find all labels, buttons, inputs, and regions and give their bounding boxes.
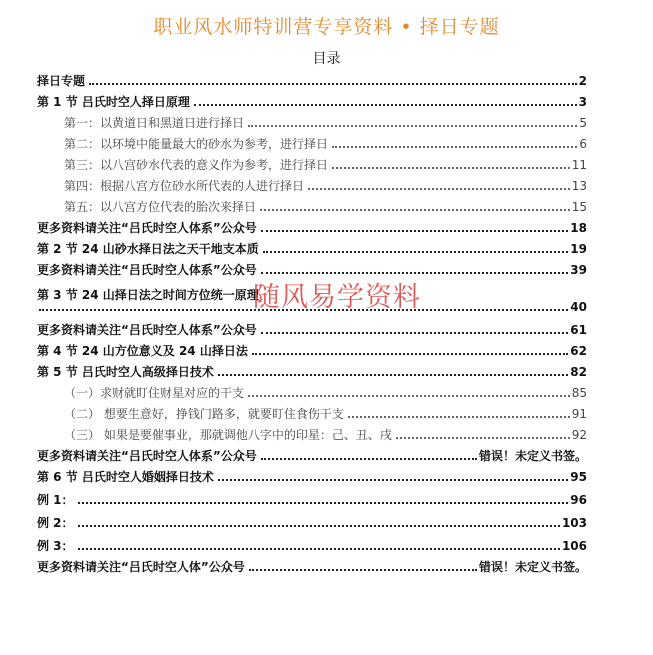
toc-leader-dots <box>249 569 477 571</box>
toc-entry-label: 例 1： <box>37 493 74 507</box>
toc-entry[interactable] <box>64 403 587 421</box>
toc-entry-label: 更多资料请关注“吕氏时空人体系”公众号 <box>37 323 257 337</box>
toc-entry-label: 第 1 节 吕氏时空人择日原理 <box>37 95 190 109</box>
toc-entry-label: 第二：以环境中能量最大的砂水为参考，进行择日 <box>64 137 329 151</box>
toc-leader-dots <box>78 548 560 550</box>
toc-leader-dots <box>78 525 560 527</box>
toc-entry[interactable] <box>64 196 587 214</box>
toc-entry[interactable] <box>37 238 587 256</box>
toc-entry[interactable] <box>37 512 587 530</box>
toc-leader-dots <box>248 125 577 127</box>
toc-entry-page: 85 <box>571 386 587 400</box>
toc-entry[interactable] <box>37 91 587 109</box>
toc-entry[interactable] <box>37 489 587 507</box>
toc-entry-page: 5 <box>579 116 587 130</box>
toc-entry-label: 更多资料请关注“吕氏时空人体系”公众号 <box>37 449 257 463</box>
toc-title: 目录 <box>312 51 341 67</box>
toc-leader-dots <box>261 230 569 232</box>
toc-entry[interactable] <box>37 535 587 553</box>
toc-leader-dots <box>261 458 477 460</box>
toc-entry-label: （一）求财就盯住财星对应的干支 <box>64 386 245 400</box>
toc-leader-dots <box>332 146 577 148</box>
toc-leader-dots <box>252 353 568 355</box>
toc-entry[interactable] <box>64 154 587 172</box>
toc-entry[interactable] <box>64 112 587 130</box>
toc-leader-dots <box>89 83 577 85</box>
toc-entry-label: 第一：以黄道日和黑道日进行择日 <box>64 116 245 130</box>
watermark-text: 随风易学资料 <box>253 282 421 313</box>
toc-entry[interactable] <box>37 319 587 337</box>
toc-leader-dots <box>261 332 569 334</box>
toc-entry-page: 91 <box>571 407 587 421</box>
toc-leader-dots <box>263 251 569 253</box>
toc-entry-page: 103 <box>561 516 587 530</box>
toc-leader-dots <box>348 416 570 418</box>
toc-leader-dots <box>260 209 570 211</box>
toc-entry-page: 13 <box>571 179 587 193</box>
toc-entry[interactable] <box>37 340 587 358</box>
toc-leader-dots <box>248 395 570 397</box>
document-header: 职业风水师特训营专享资料 • 择日专题 <box>153 16 500 38</box>
toc-entry[interactable] <box>64 133 587 151</box>
toc-entry-label: 更多资料请关注“吕氏时空人体系”公众号 <box>37 263 257 277</box>
toc-entry-label: 第 5 节 吕氏时空人高级择日技术 <box>37 365 214 379</box>
toc-entry-label: 第 6 节 吕氏时空人婚姻择日技术 <box>37 470 214 484</box>
toc-entry-label: 第 3 节 24 山择日法之时间方位统一原理 <box>37 288 259 302</box>
toc-entry-label: 第三：以八宫砂水代表的意义作为参考，进行择日 <box>64 158 329 172</box>
toc-leader-dots <box>194 104 577 106</box>
toc-entry-page: 39 <box>570 263 587 277</box>
toc-entry-page: 106 <box>561 539 587 553</box>
toc-entry-label: 例 2： <box>37 516 74 530</box>
toc-entry[interactable] <box>64 382 587 400</box>
toc-entry[interactable] <box>37 466 587 484</box>
toc-entry-page: 错误！未定义书签。 <box>478 560 587 574</box>
toc-entry-label: 例 3： <box>37 539 74 553</box>
toc-entry-page: 40 <box>570 300 587 314</box>
toc-entry[interactable] <box>37 217 587 235</box>
toc-entry-page: 61 <box>570 323 587 337</box>
toc-entry-page: 95 <box>570 470 587 484</box>
toc-entry[interactable] <box>37 361 587 379</box>
toc-entry-page: 82 <box>570 365 587 379</box>
toc-leader-dots <box>218 479 568 481</box>
toc-entry-page: 3 <box>578 95 587 109</box>
toc-entry-label: （二） 想要生意好，挣钱门路多，就要盯住食伤干支 <box>64 407 344 421</box>
toc-leader-dots <box>218 374 568 376</box>
toc-leader-dots <box>396 437 570 439</box>
toc-entry-label: 第 2 节 24 山砂水择日法之天干地支本质 <box>37 242 259 256</box>
toc-entry-page: 19 <box>570 242 587 256</box>
toc-entry-page: 96 <box>570 493 587 507</box>
toc-entry-label: 更多资料请关注“吕氏时空人体系”公众号 <box>37 221 257 235</box>
toc-entry-page: 2 <box>578 74 587 88</box>
toc-entry-label: 更多资料请关注“吕氏时空人体”公众号 <box>37 560 245 574</box>
toc-entry-page: 18 <box>570 221 587 235</box>
toc-entry[interactable] <box>37 556 587 574</box>
toc-entry-page: 6 <box>579 137 587 151</box>
toc-entry-label: 第 4 节 24 山方位意义及 24 山择日法 <box>37 344 248 358</box>
toc-entry-label: 择日专题 <box>37 74 86 88</box>
toc-leader-dots <box>308 188 570 190</box>
toc-entry-page: 15 <box>571 200 587 214</box>
toc-entry-page: 11 <box>571 158 587 172</box>
toc-leader-dots <box>78 502 569 504</box>
toc-entry-page: 92 <box>571 428 587 442</box>
toc-entry-page: 62 <box>570 344 587 358</box>
toc-entry[interactable] <box>37 70 587 88</box>
toc-entry-page: 错误！未定义书签。 <box>478 449 587 463</box>
toc-entry[interactable] <box>64 424 587 442</box>
toc-leader-dots <box>332 167 570 169</box>
toc-entry-label: 第四：根据八宫方位砂水所代表的人进行择日 <box>64 179 305 193</box>
toc-entry-label: 第五：以八宫方位代表的胎次来择日 <box>64 200 257 214</box>
toc-entry-label: （三） 如果是要催事业，那就调他八字中的印星：己、丑、戌 <box>64 428 392 442</box>
toc-leader-dots <box>261 272 569 274</box>
toc-entry[interactable] <box>37 445 587 463</box>
toc-entry[interactable] <box>64 175 587 193</box>
